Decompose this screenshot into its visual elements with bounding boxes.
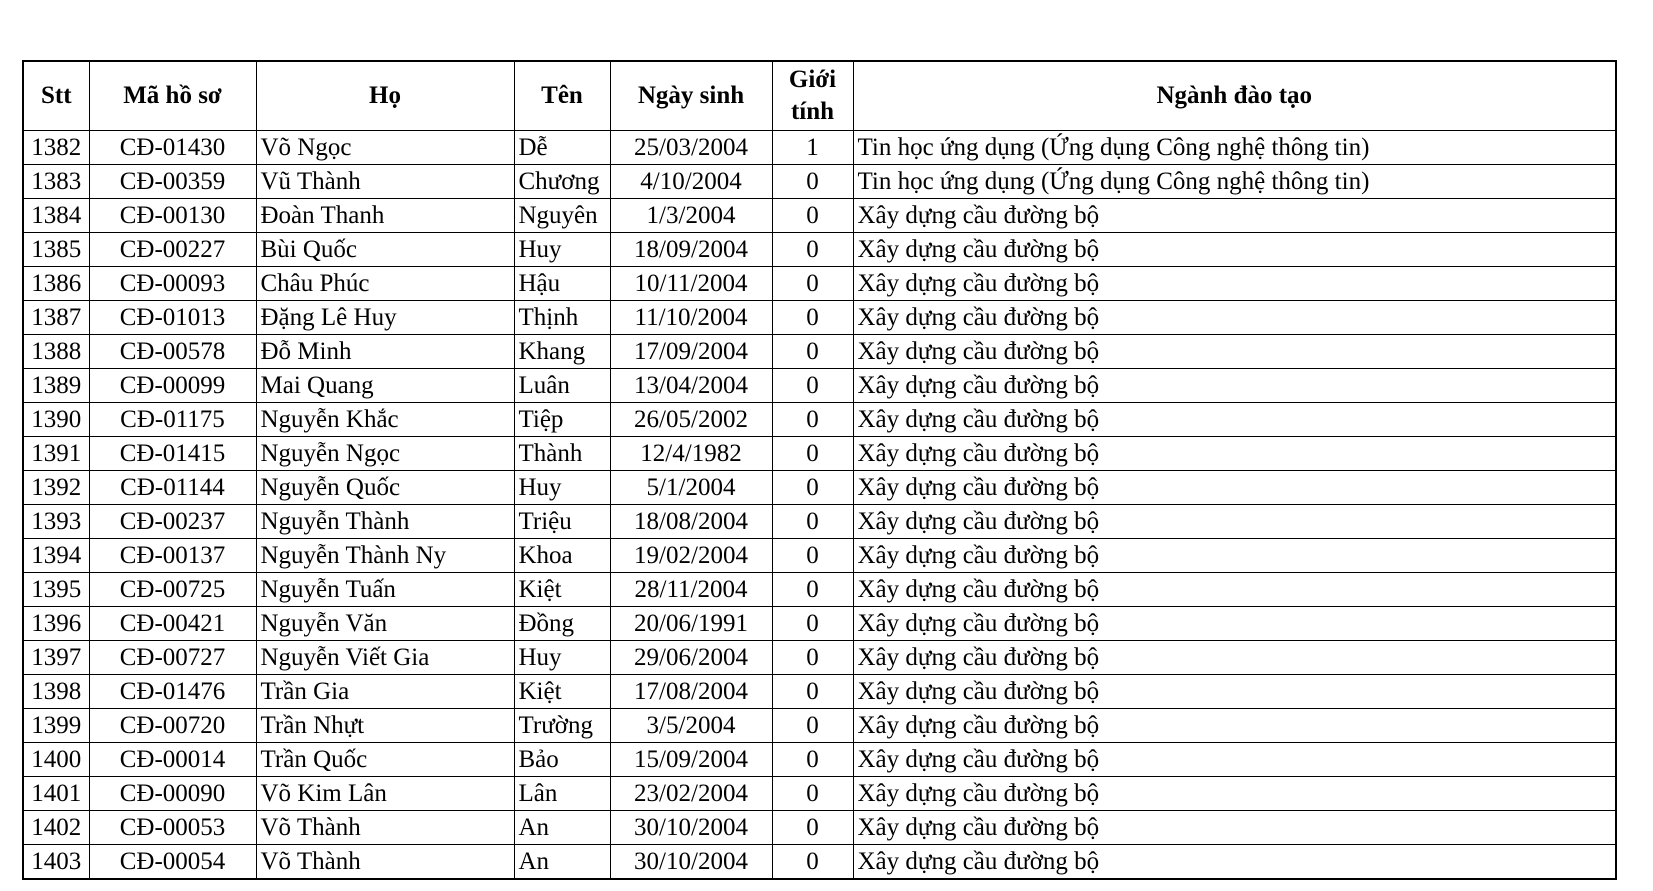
table-row [23, 233, 1616, 267]
table-row [23, 335, 1616, 369]
table-row [23, 607, 1616, 641]
cell-stt: 1395 [23, 573, 89, 607]
table-row [23, 743, 1616, 777]
cell-ngay-sinh: 10/11/2004 [610, 267, 772, 301]
cell-stt: 1389 [23, 369, 89, 403]
cell-ho: Mai Quang [256, 369, 514, 403]
cell-ten: Thành [514, 437, 610, 471]
student-table [22, 60, 1617, 880]
cell-stt: 1401 [23, 777, 89, 811]
table-row [23, 675, 1616, 709]
cell-ten: Thịnh [514, 301, 610, 335]
cell-ma-ho-so: CĐ-01430 [89, 131, 256, 165]
cell-ho: Đoàn Thanh [256, 199, 514, 233]
cell-ho: Võ Thành [256, 811, 514, 845]
cell-ho: Nguyễn Thành Ny [256, 539, 514, 573]
cell-ma-ho-so: CĐ-00237 [89, 505, 256, 539]
cell-stt: 1390 [23, 403, 89, 437]
cell-ma-ho-so: CĐ-00725 [89, 573, 256, 607]
table-header [23, 61, 1616, 131]
cell-ma-ho-so: CĐ-00130 [89, 199, 256, 233]
header-row [23, 61, 1616, 131]
cell-ho: Nguyễn Ngọc [256, 437, 514, 471]
table-row [23, 539, 1616, 573]
cell-gioi-tinh: 0 [772, 675, 853, 709]
cell-ten: Kiệt [514, 573, 610, 607]
cell-ten: Khang [514, 335, 610, 369]
cell-stt: 1388 [23, 335, 89, 369]
cell-gioi-tinh: 0 [772, 437, 853, 471]
cell-gioi-tinh: 0 [772, 471, 853, 505]
cell-gioi-tinh: 0 [772, 709, 853, 743]
cell-nganh-dao-tao: Xây dựng cầu đường bộ [853, 709, 1616, 743]
cell-ngay-sinh: 29/06/2004 [610, 641, 772, 675]
cell-ma-ho-so: CĐ-00090 [89, 777, 256, 811]
cell-stt: 1397 [23, 641, 89, 675]
cell-ten: Chương [514, 165, 610, 199]
cell-nganh-dao-tao: Xây dựng cầu đường bộ [853, 437, 1616, 471]
cell-nganh-dao-tao: Xây dựng cầu đường bộ [853, 267, 1616, 301]
cell-stt: 1398 [23, 675, 89, 709]
cell-gioi-tinh: 0 [772, 369, 853, 403]
cell-ho: Đỗ Minh [256, 335, 514, 369]
cell-gioi-tinh: 0 [772, 335, 853, 369]
cell-ngay-sinh: 12/4/1982 [610, 437, 772, 471]
cell-nganh-dao-tao: Xây dựng cầu đường bộ [853, 607, 1616, 641]
cell-ho: Nguyễn Khắc [256, 403, 514, 437]
cell-ngay-sinh: 30/10/2004 [610, 811, 772, 845]
cell-ngay-sinh: 23/02/2004 [610, 777, 772, 811]
cell-ten: An [514, 811, 610, 845]
header-ngay-sinh: Ngày sinh [610, 61, 772, 131]
cell-ngay-sinh: 3/5/2004 [610, 709, 772, 743]
header-ten: Tên [514, 61, 610, 131]
table-row [23, 845, 1616, 880]
cell-gioi-tinh: 0 [772, 811, 853, 845]
cell-nganh-dao-tao: Xây dựng cầu đường bộ [853, 743, 1616, 777]
cell-ho: Châu Phúc [256, 267, 514, 301]
cell-ho: Vũ Thành [256, 165, 514, 199]
cell-ho: Đặng Lê Huy [256, 301, 514, 335]
cell-nganh-dao-tao: Xây dựng cầu đường bộ [853, 199, 1616, 233]
cell-ten: Hậu [514, 267, 610, 301]
cell-nganh-dao-tao: Xây dựng cầu đường bộ [853, 403, 1616, 437]
cell-stt: 1396 [23, 607, 89, 641]
cell-ngay-sinh: 25/03/2004 [610, 131, 772, 165]
cell-ten: Đồng [514, 607, 610, 641]
cell-ngay-sinh: 13/04/2004 [610, 369, 772, 403]
cell-ngay-sinh: 17/09/2004 [610, 335, 772, 369]
cell-nganh-dao-tao: Xây dựng cầu đường bộ [853, 811, 1616, 845]
cell-nganh-dao-tao: Xây dựng cầu đường bộ [853, 539, 1616, 573]
cell-ten: Huy [514, 641, 610, 675]
cell-gioi-tinh: 0 [772, 573, 853, 607]
header-ho: Họ [256, 61, 514, 131]
cell-ngay-sinh: 19/02/2004 [610, 539, 772, 573]
cell-ten: Triệu [514, 505, 610, 539]
table-row [23, 403, 1616, 437]
cell-nganh-dao-tao: Xây dựng cầu đường bộ [853, 369, 1616, 403]
cell-ma-ho-so: CĐ-00053 [89, 811, 256, 845]
cell-nganh-dao-tao: Xây dựng cầu đường bộ [853, 777, 1616, 811]
table-row [23, 641, 1616, 675]
cell-stt: 1383 [23, 165, 89, 199]
cell-stt: 1400 [23, 743, 89, 777]
cell-ngay-sinh: 20/06/1991 [610, 607, 772, 641]
cell-ma-ho-so: CĐ-01415 [89, 437, 256, 471]
cell-ma-ho-so: CĐ-00137 [89, 539, 256, 573]
table-row [23, 573, 1616, 607]
cell-ho: Trần Quốc [256, 743, 514, 777]
table-row [23, 471, 1616, 505]
cell-gioi-tinh: 0 [772, 165, 853, 199]
table-row [23, 505, 1616, 539]
cell-stt: 1399 [23, 709, 89, 743]
cell-ngay-sinh: 18/08/2004 [610, 505, 772, 539]
cell-ho: Trần Nhựt [256, 709, 514, 743]
cell-ngay-sinh: 17/08/2004 [610, 675, 772, 709]
cell-stt: 1387 [23, 301, 89, 335]
cell-ten: Tiệp [514, 403, 610, 437]
cell-ho: Võ Kim Lân [256, 777, 514, 811]
cell-gioi-tinh: 0 [772, 267, 853, 301]
cell-ma-ho-so: CĐ-00093 [89, 267, 256, 301]
cell-ma-ho-so: CĐ-00727 [89, 641, 256, 675]
cell-ho: Nguyễn Văn [256, 607, 514, 641]
cell-gioi-tinh: 0 [772, 233, 853, 267]
cell-ho: Nguyễn Viết Gia [256, 641, 514, 675]
cell-ho: Võ Ngọc [256, 131, 514, 165]
table-row [23, 709, 1616, 743]
cell-ngay-sinh: 30/10/2004 [610, 845, 772, 880]
cell-nganh-dao-tao: Xây dựng cầu đường bộ [853, 233, 1616, 267]
cell-ten: Luân [514, 369, 610, 403]
cell-stt: 1393 [23, 505, 89, 539]
cell-ho: Võ Thành [256, 845, 514, 880]
cell-ten: Huy [514, 471, 610, 505]
cell-ma-ho-so: CĐ-00359 [89, 165, 256, 199]
cell-ma-ho-so: CĐ-01144 [89, 471, 256, 505]
cell-nganh-dao-tao: Xây dựng cầu đường bộ [853, 845, 1616, 880]
cell-gioi-tinh: 0 [772, 777, 853, 811]
cell-nganh-dao-tao: Xây dựng cầu đường bộ [853, 641, 1616, 675]
header-ma-ho-so: Mã hồ sơ [89, 61, 256, 131]
cell-ma-ho-so: CĐ-00054 [89, 845, 256, 880]
header-gioi-tinh: Giới tính [772, 61, 853, 131]
cell-ho: Nguyễn Tuấn [256, 573, 514, 607]
header-nganh-dao-tao: Ngành đào tạo [853, 61, 1616, 131]
cell-ngay-sinh: 11/10/2004 [610, 301, 772, 335]
cell-gioi-tinh: 1 [772, 131, 853, 165]
table-row [23, 301, 1616, 335]
table-body [23, 131, 1616, 880]
cell-gioi-tinh: 0 [772, 845, 853, 880]
cell-ten: Huy [514, 233, 610, 267]
cell-nganh-dao-tao: Xây dựng cầu đường bộ [853, 505, 1616, 539]
cell-gioi-tinh: 0 [772, 301, 853, 335]
cell-ma-ho-so: CĐ-00421 [89, 607, 256, 641]
cell-ho: Nguyễn Quốc [256, 471, 514, 505]
cell-gioi-tinh: 0 [772, 505, 853, 539]
cell-nganh-dao-tao: Xây dựng cầu đường bộ [853, 335, 1616, 369]
cell-gioi-tinh: 0 [772, 539, 853, 573]
cell-ngay-sinh: 1/3/2004 [610, 199, 772, 233]
cell-ngay-sinh: 4/10/2004 [610, 165, 772, 199]
cell-ngay-sinh: 5/1/2004 [610, 471, 772, 505]
table-row [23, 777, 1616, 811]
table-row [23, 131, 1616, 165]
table-row [23, 369, 1616, 403]
cell-gioi-tinh: 0 [772, 743, 853, 777]
student-list-sheet [22, 60, 1615, 880]
cell-ngay-sinh: 28/11/2004 [610, 573, 772, 607]
table-row [23, 437, 1616, 471]
cell-ten: Lân [514, 777, 610, 811]
cell-ngay-sinh: 18/09/2004 [610, 233, 772, 267]
cell-ngay-sinh: 26/05/2002 [610, 403, 772, 437]
cell-ten: Kiệt [514, 675, 610, 709]
cell-nganh-dao-tao: Tin học ứng dụng (Ứng dụng Công nghệ thông tin) [853, 165, 1616, 199]
cell-ma-ho-so: CĐ-00227 [89, 233, 256, 267]
cell-ma-ho-so: CĐ-00014 [89, 743, 256, 777]
cell-nganh-dao-tao: Xây dựng cầu đường bộ [853, 301, 1616, 335]
cell-nganh-dao-tao: Xây dựng cầu đường bộ [853, 471, 1616, 505]
cell-ma-ho-so: CĐ-00720 [89, 709, 256, 743]
cell-gioi-tinh: 0 [772, 199, 853, 233]
cell-stt: 1384 [23, 199, 89, 233]
table-row [23, 267, 1616, 301]
cell-nganh-dao-tao: Tin học ứng dụng (Ứng dụng Công nghệ thông tin) [853, 131, 1616, 165]
cell-gioi-tinh: 0 [772, 403, 853, 437]
cell-ma-ho-so: CĐ-00578 [89, 335, 256, 369]
cell-ten: Khoa [514, 539, 610, 573]
cell-ten: An [514, 845, 610, 880]
cell-ho: Nguyễn Thành [256, 505, 514, 539]
cell-ten: Bảo [514, 743, 610, 777]
table-row [23, 199, 1616, 233]
cell-stt: 1385 [23, 233, 89, 267]
cell-stt: 1403 [23, 845, 89, 880]
cell-nganh-dao-tao: Xây dựng cầu đường bộ [853, 573, 1616, 607]
cell-ho: Bùi Quốc [256, 233, 514, 267]
cell-gioi-tinh: 0 [772, 607, 853, 641]
cell-stt: 1402 [23, 811, 89, 845]
cell-ten: Dễ [514, 131, 610, 165]
cell-ma-ho-so: CĐ-01013 [89, 301, 256, 335]
cell-stt: 1392 [23, 471, 89, 505]
cell-stt: 1391 [23, 437, 89, 471]
cell-stt: 1386 [23, 267, 89, 301]
cell-stt: 1394 [23, 539, 89, 573]
header-stt: Stt [23, 61, 89, 131]
cell-stt: 1382 [23, 131, 89, 165]
cell-nganh-dao-tao: Xây dựng cầu đường bộ [853, 675, 1616, 709]
cell-ten: Trường [514, 709, 610, 743]
cell-ho: Trần Gia [256, 675, 514, 709]
cell-ma-ho-so: CĐ-00099 [89, 369, 256, 403]
table-row [23, 811, 1616, 845]
cell-ma-ho-so: CĐ-01175 [89, 403, 256, 437]
cell-ma-ho-so: CĐ-01476 [89, 675, 256, 709]
table-row [23, 165, 1616, 199]
cell-ten: Nguyên [514, 199, 610, 233]
cell-gioi-tinh: 0 [772, 641, 853, 675]
cell-ngay-sinh: 15/09/2004 [610, 743, 772, 777]
